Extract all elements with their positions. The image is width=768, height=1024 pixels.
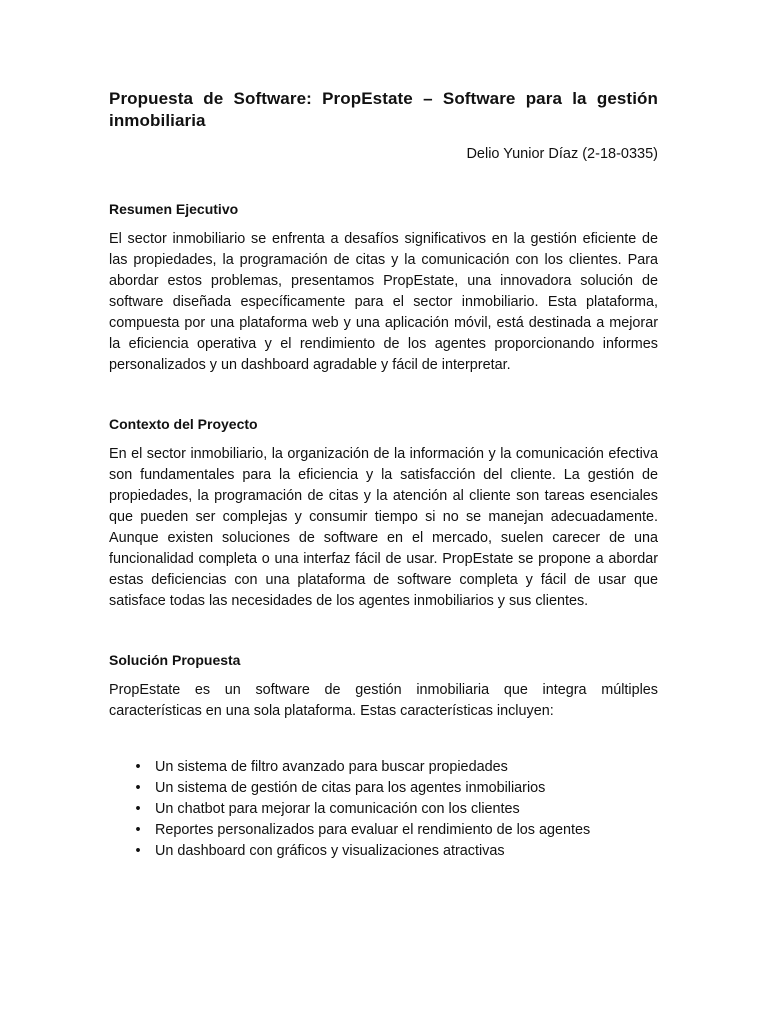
- bullet-icon: •: [135, 822, 141, 838]
- list-item: [109, 799, 658, 820]
- paragraph-contexto: En el sector inmobiliario, la organización de la información y la comunicación efectiva son fundamentales para la eficiencia y la satisfacción del cliente. La gestión de propiedades, la programación de citas y la atención al cliente son tareas esenciales que pueden ser complejas y consumir tiempo si no se manejan adecuadamente. Aunque existen soluciones de software en el mercado, suelen carecer de una funcionalidad completa o una interfaz fácil de usar. PropEstate se propone a abordar estas deficiencias con una plataforma de software completa y fácil de usar que satisface todas las necesidades de los agentes inmobiliarios y sus clientes.: [109, 446, 658, 609]
- list-item: [109, 778, 658, 799]
- section-heading-solucion: Solución Propuesta: [109, 652, 241, 668]
- list-item-text: Un dashboard con gráficos y visualizaciones atractivas: [155, 843, 505, 859]
- list-item: [109, 841, 658, 862]
- list-item-text: Reportes personalizados para evaluar el rendimiento de los agentes: [155, 822, 591, 838]
- list-item-text: Un chatbot para mejorar la comunicación con los clientes: [155, 801, 520, 817]
- bullet-icon: •: [135, 843, 141, 859]
- bullet-icon: •: [135, 759, 141, 775]
- feature-list: [109, 757, 658, 862]
- list-item: [109, 820, 658, 841]
- document-title: Propuesta de Software: PropEstate – Software para la gestión inmobiliaria: [109, 89, 658, 130]
- author-line: Delio Yunior Díaz (2-18-0335): [466, 146, 658, 162]
- section-heading-contexto: Contexto del Proyecto: [109, 416, 258, 432]
- paragraph-resumen: El sector inmobiliario se enfrenta a desafíos significativos en la gestión eficiente de las propiedades, la programación de citas y la comunicación con los clientes. Para abordar estos problemas, presentamos PropEstate, una innovadora solución de software diseñada específicamente para el sector inmobiliario. Esta plataforma, compuesta por una plataforma web y una aplicación móvil, está destinada a mejorar la eficiencia operativa y el rendimiento de los agentes proporcionando informes personalizados y un dashboard agradable y fácil de interpretar.: [109, 231, 658, 373]
- bullet-icon: •: [135, 780, 141, 796]
- paragraph-solucion: PropEstate es un software de gestión inmobiliaria que integra múltiples características en una sola plataforma. Estas características incluyen:: [109, 682, 658, 719]
- list-item: [109, 757, 658, 778]
- list-item-text: Un sistema de gestión de citas para los agentes inmobiliarios: [155, 780, 546, 796]
- list-item-text: Un sistema de filtro avanzado para buscar propiedades: [155, 759, 508, 775]
- section-heading-resumen: Resumen Ejecutivo: [109, 201, 239, 217]
- bullet-icon: •: [135, 801, 141, 817]
- document-page: [109, 88, 658, 862]
